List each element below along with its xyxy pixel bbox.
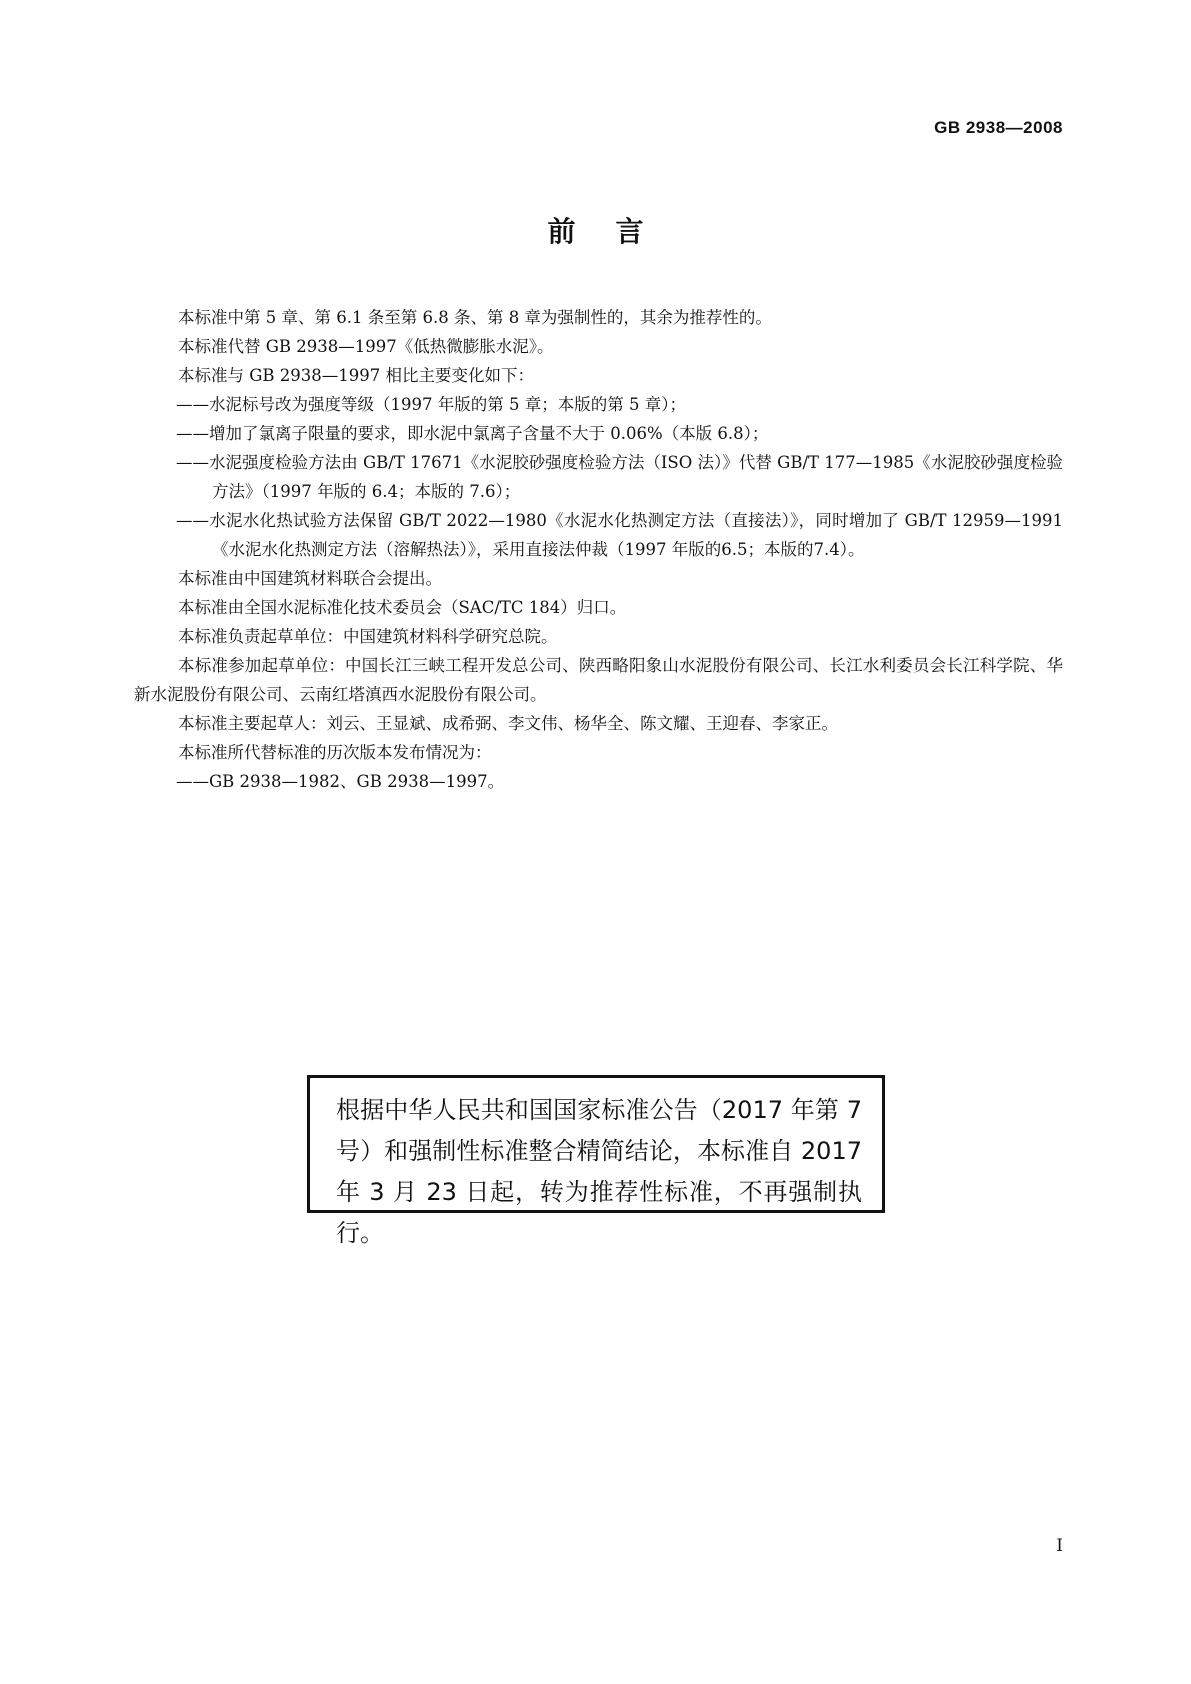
history-item: ——GB 2938—1982、GB 2938—1997。 [176, 772, 505, 791]
change-item: ——水泥强度检验方法由 GB/T 17671《水泥胶砂强度检验方法（ISO 法）》代替 GB/T 177—1985《水泥胶砂强度检验方法》（1997 年版的 6.4；本版的 7.6）； [176, 453, 1063, 501]
change-item: ——水泥标号改为强度等级（1997 年版的第 5 章；本版的第 5 章）； [176, 395, 686, 414]
page-number: I [1056, 1536, 1063, 1556]
paragraph-changes-intro: 本标准与 GB 2938—1997 相比主要变化如下： [178, 366, 535, 385]
paragraph-history-intro: 本标准所代替标准的历次版本发布情况为： [178, 743, 492, 762]
foreword-body [134, 303, 1063, 796]
standard-number: GB 2938—2008 [934, 118, 1063, 137]
paragraph-proposer: 本标准由中国建筑材料联合会提出。 [178, 569, 442, 588]
notice-box: 根据中华人民共和国国家标准公告（2017 年第 7 号）和强制性标准整合精简结论，本标准自 2017 年 3 月 23 日起，转为推荐性标准，不再强制执行。 [307, 1075, 885, 1213]
page-title: 前言 [547, 215, 684, 248]
paragraph-drafters: 本标准主要起草人：刘云、王显斌、成希弼、李文伟、杨华全、陈文耀、王迎春、李家正。 [178, 714, 838, 733]
paragraph-mandatory-clauses: 本标准中第 5 章、第 6.1 条至第 6.8 条、第 8 章为强制性的，其余为推荐性的。 [178, 308, 772, 327]
paragraph-participating-units: 本标准参加起草单位：中国长江三峡工程开发总公司、陕西略阳象山水泥股份有限公司、长江水利委员会长江科学院、华新水泥股份有限公司、云南红塔滇西水泥股份有限公司。 [134, 656, 1063, 704]
paragraph-replaces: 本标准代替 GB 2938—1997《低热微膨胀水泥》。 [178, 337, 554, 356]
change-item: ——增加了氯离子限量的要求，即水泥中氯离子含量不大于 0.06%（本版 6.8）； [176, 424, 769, 443]
paragraph-committee: 本标准由全国水泥标准化技术委员会（SAC/TC 184）归口。 [178, 598, 627, 617]
change-item: ——水泥水化热试验方法保留 GB/T 2022—1980《水泥水化热测定方法（直接法）》，同时增加了 GB/T 12959—1991《水泥水化热测定方法（溶解热法）》，采用直接法仲裁（1997 年版的6.5；本版的7.4）。 [176, 511, 1063, 559]
paragraph-drafting-unit: 本标准负责起草单位：中国建筑材料科学研究总院。 [178, 627, 558, 646]
